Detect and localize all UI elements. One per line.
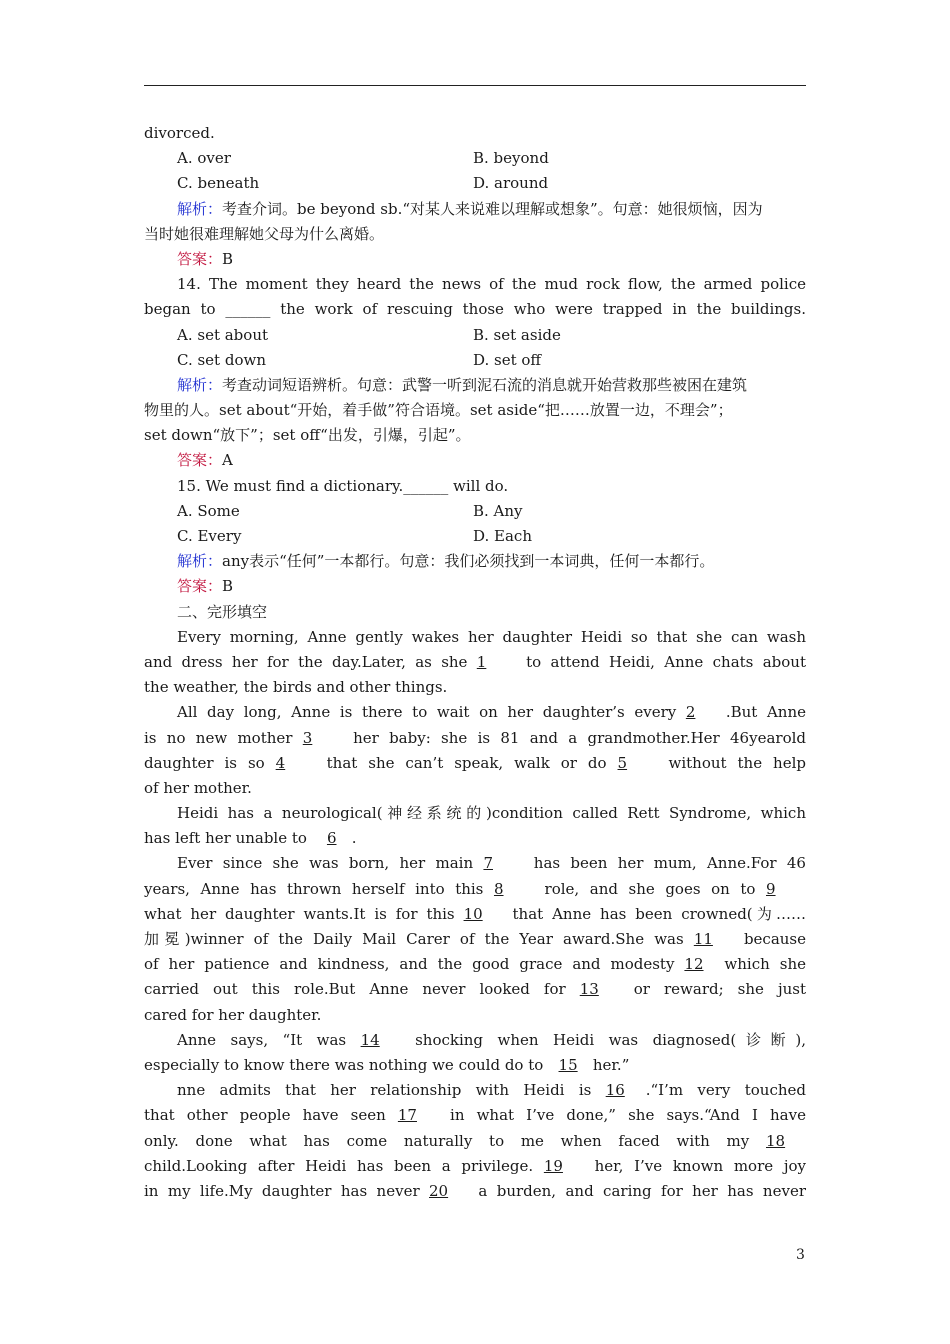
cloze-line: that other people have seen 17 in what I’ve done,” she says.“And I have bbox=[144, 1103, 806, 1128]
cloze-blank: 6 bbox=[326, 829, 337, 848]
cloze-blank: 20 bbox=[429, 1181, 449, 1200]
answer-line: 答案：A bbox=[177, 451, 233, 470]
cloze-line: 加冕)winner of the Daily Mail Carer of the Year award.She was 11 because bbox=[144, 927, 806, 952]
options-row: C. Every D. Each bbox=[177, 527, 532, 545]
analysis-line: 解析：考查动词短语辨析。句意：武警一听到泥石流的消息就开始营救那些被困在建筑 bbox=[177, 375, 748, 394]
options-row: A. Some B. Any bbox=[177, 501, 523, 520]
cloze-line: nne admits that her relationship with Heidi is 16 .“I’m very touched bbox=[144, 1078, 806, 1103]
analysis-line: set down“放下”；set off“出发，引爆，引起”。 bbox=[144, 426, 471, 445]
analysis-line: 物里的人。set about“开始，着手做”符合语境。set aside“把……放置一边，不理会”； bbox=[144, 401, 733, 420]
page-number: 3 bbox=[796, 1247, 805, 1263]
analysis-line: 解析：考查介词。be beyond sb.“对某人来说难以理解或想象”。句意：她很烦恼，因为 bbox=[177, 199, 763, 218]
cloze-line: what her daughter wants.It is for this 10 that Anne has been crowned(为…… bbox=[144, 902, 806, 927]
cloze-blank: 2 bbox=[685, 703, 696, 722]
cloze-line: and dress her for the day.Later, as she 1 to attend Heidi, Anne chats about bbox=[144, 650, 806, 675]
cloze-blank: 8 bbox=[493, 879, 504, 898]
cloze-line: only. done what has come naturally to me when faced with my 18 bbox=[144, 1129, 806, 1154]
cloze-line: All day long, Anne is there to wait on her daughter’s every 2 .But Anne bbox=[144, 700, 806, 725]
analysis-line: 当时她很难理解她父母为什么离婚。 bbox=[144, 224, 385, 243]
cloze-line: carried out this role.But Anne never looked for 13 or reward; she just bbox=[144, 977, 806, 1002]
cloze-line: especially to know there was nothing we could do to 15 her.” bbox=[144, 1053, 806, 1078]
cloze-blank: 16 bbox=[605, 1081, 625, 1100]
cloze-blank: 19 bbox=[543, 1156, 563, 1175]
cloze-line: of her mother. bbox=[144, 778, 252, 797]
answer-line: 答案：B bbox=[177, 577, 234, 596]
cloze-line: Ever since she was born, her main 7 has been her mum, Anne.For 46 bbox=[144, 851, 806, 876]
cloze-line: cared for her daughter. bbox=[144, 1005, 322, 1024]
cloze-line: daughter is so 4 that she can’t speak, walk or do 5 without the help bbox=[144, 751, 806, 776]
options-row: C. set down D. set off bbox=[177, 350, 542, 369]
cloze-line: child.Looking after Heidi has been a privilege. 19 her, I’ve known more joy bbox=[144, 1154, 806, 1179]
question-stem: 15. We must find a dictionary.______ will do. bbox=[177, 476, 509, 495]
cloze-blank: 7 bbox=[483, 854, 493, 873]
text-line: divorced. bbox=[144, 124, 215, 142]
question-stem: began to ______ the work of rescuing those who were trapped in the buildings. bbox=[144, 300, 806, 319]
cloze-blank: 9 bbox=[766, 879, 776, 898]
cloze-line: Anne says, “It was 14 shocking when Heidi was diagnosed(诊断), bbox=[144, 1028, 806, 1053]
cloze-line: of her patience and kindness, and the good grace and modesty 12 which she bbox=[144, 952, 806, 977]
section-heading: 二、完形填空 bbox=[177, 602, 268, 621]
cloze-line: years, Anne has thrown herself into this 8 role, and she goes on to 9 bbox=[144, 877, 806, 902]
cloze-blank: 3 bbox=[302, 728, 313, 747]
document-body bbox=[144, 121, 806, 1204]
answer-line: 答案：B bbox=[177, 249, 234, 268]
cloze-line: has left her unable to 6 . bbox=[144, 826, 806, 851]
analysis-line: 解析：any表示“任何”一本都行。句意：我们必须找到一本词典，任何一本都行。 bbox=[177, 552, 715, 571]
cloze-blank: 18 bbox=[766, 1131, 786, 1150]
cloze-line: Heidi has a neurological(神经系统的)condition called Rett Syndrome, which bbox=[177, 804, 806, 823]
cloze-line: Every morning, Anne gently wakes her daughter Heidi so that she can wash bbox=[177, 627, 806, 646]
cloze-blank: 17 bbox=[397, 1106, 417, 1125]
cloze-blank: 15 bbox=[558, 1055, 578, 1074]
options-row: C. beneath D. around bbox=[177, 174, 549, 193]
cloze-blank: 1 bbox=[476, 652, 487, 671]
cloze-blank: 12 bbox=[684, 955, 704, 974]
cloze-blank: 5 bbox=[617, 753, 628, 772]
options-row: A. over B. beyond bbox=[177, 149, 549, 168]
cloze-line: in my life.My daughter has never 20 a burden, and caring for her has never bbox=[144, 1179, 806, 1204]
cloze-blank: 4 bbox=[275, 753, 286, 772]
cloze-blank: 11 bbox=[693, 930, 713, 948]
cloze-blank: 14 bbox=[360, 1030, 380, 1049]
cloze-blank: 13 bbox=[579, 980, 599, 999]
cloze-line: is no new mother 3 her baby: she is 81 and a grandmother.Her 46yearold bbox=[144, 726, 806, 751]
question-stem: 14. The moment they heard the news of the mud rock flow, the armed police bbox=[177, 275, 806, 294]
cloze-blank: 10 bbox=[463, 904, 483, 923]
header-rule bbox=[144, 85, 806, 86]
cloze-line: the weather, the birds and other things. bbox=[144, 678, 448, 697]
options-row: A. set about B. set aside bbox=[177, 325, 561, 344]
